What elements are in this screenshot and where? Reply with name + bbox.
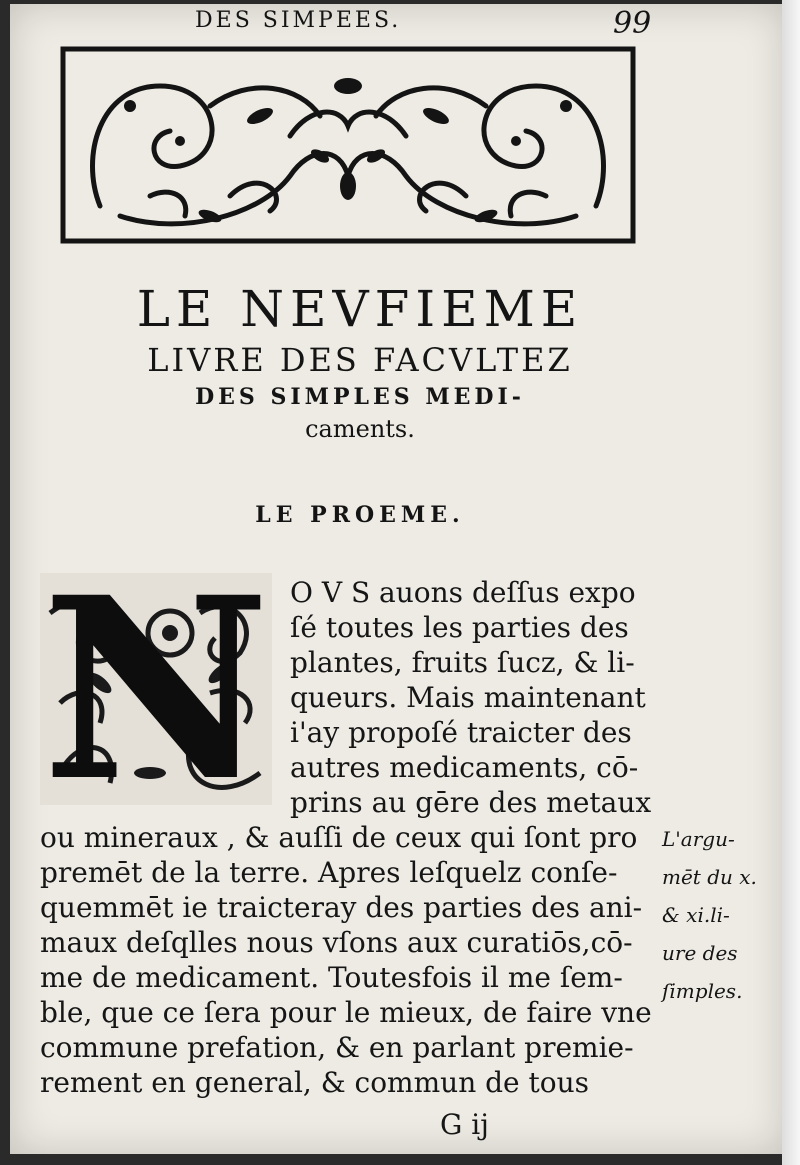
body-line: rement en general, & commun de tous xyxy=(40,1066,590,1099)
margin-note xyxy=(662,820,782,1010)
body-line: quemmēt ie traicteray des parties des ani- xyxy=(40,891,643,924)
signature-mark: G ij xyxy=(440,1108,489,1141)
body-line: prins au gēre des metaux xyxy=(290,786,652,819)
page-number: 99 xyxy=(613,6,652,41)
body-line: autres medicaments, cō- xyxy=(290,751,639,784)
body-line: maux deſqlles nous vſons aux curatiōs,cō- xyxy=(40,926,633,959)
title-block xyxy=(60,280,660,446)
margin-note-line: L'argu- xyxy=(662,827,735,851)
drop-cap-letter: N xyxy=(41,542,271,836)
body-line: me de medicament. Toutesfois il me ſem- xyxy=(40,961,623,994)
margin-note-line: ſimples. xyxy=(662,979,743,1003)
title-line-2: LIVRE DES FACVLTEZ xyxy=(147,341,573,379)
ornamental-headpiece xyxy=(60,46,636,244)
section-title: LE PROEME. xyxy=(255,502,465,528)
body-line: O V S auons deſſus expo xyxy=(290,576,636,609)
body-line: plantes, fruits ſucz, & li- xyxy=(290,646,635,679)
adjacent-page-edge xyxy=(782,0,800,1165)
body-line: i'ay propoſé traicter des xyxy=(290,716,632,749)
body-line: ble, que ce ſera pour le mieux, de faire vne xyxy=(40,996,652,1029)
body-line: premēt de la terre. Apres leſquelz conſe- xyxy=(40,856,618,889)
body-line: queurs. Mais maintenant xyxy=(290,681,646,714)
decorated-initial xyxy=(40,542,272,836)
body-line: commune prefation, & en parlant premie- xyxy=(40,1031,634,1064)
margin-note-line: mēt du x. xyxy=(662,865,757,889)
running-head: DES SIMPEES. xyxy=(195,8,402,33)
title-line-1: LE NEVFIEME xyxy=(136,280,584,338)
body-line: ſé toutes les parties des xyxy=(290,611,629,644)
body-line: ou mineraux , & auſſi de ceux qui ſont pro xyxy=(40,821,638,854)
title-line-4: caments. xyxy=(305,415,415,443)
margin-note-line: ure des xyxy=(662,941,738,965)
title-line-3: DES SIMPLES MEDI- xyxy=(195,384,525,410)
margin-note-line: & xi.li- xyxy=(662,903,730,927)
